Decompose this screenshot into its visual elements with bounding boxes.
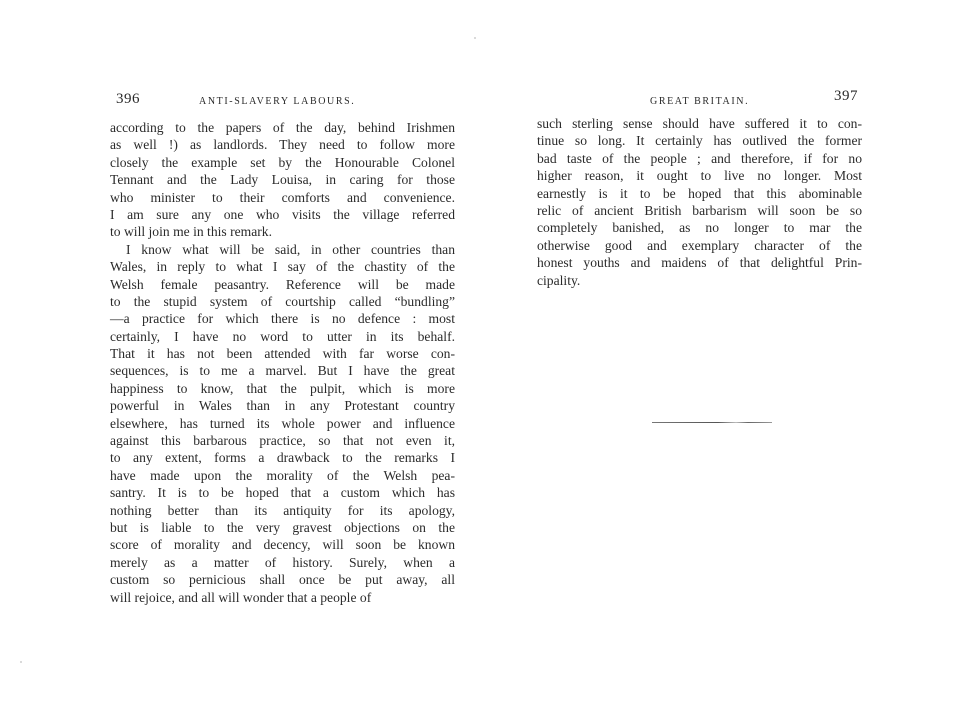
text-line: have made upon the morality of the Welsh pea- xyxy=(110,467,455,483)
left-page-text xyxy=(110,119,455,606)
text-line: —a practice for which there is no defence : most xyxy=(110,311,455,327)
text-line: I know what will be said, in other countries than xyxy=(126,241,455,257)
text-line: honest youths and maidens of that delightful Prin- xyxy=(537,255,862,271)
text-line: earnestly is it to be hoped that this abominable xyxy=(537,185,862,201)
text-line: powerful in Wales than in any Protestant country xyxy=(110,398,455,414)
text-line: to the stupid system of courtship called “bundling” xyxy=(110,293,455,309)
text-line: who minister to their comforts and convenience. xyxy=(110,189,455,205)
text-line: nothing better than its antiquity for its apology, xyxy=(110,502,455,518)
text-line: as well !) as landlords. They need to follow more xyxy=(110,137,455,153)
text-line: tinue so long. It certainly has outlived the former xyxy=(537,133,862,149)
text-line: relic of ancient British barbarism will soon be so xyxy=(537,202,862,218)
right-running-head: GREAT BRITAIN. xyxy=(650,96,750,107)
left-page-number: 396 xyxy=(116,91,140,107)
text-line: against this barbarous practice, so that not even it, xyxy=(110,433,455,449)
text-line: merely as a matter of history. Surely, when a xyxy=(110,554,455,570)
text-line: sequences, is to me a marvel. But I have the great xyxy=(110,363,455,379)
text-line: bad taste of the people ; and therefore, if for no xyxy=(537,150,862,166)
text-line: I am sure any one who visits the village referred xyxy=(110,206,455,222)
text-line: certainly, I have no word to utter in its behalf. xyxy=(110,328,455,344)
right-page-number: 397 xyxy=(834,88,858,104)
text-line: happiness to know, that the pulpit, which is more xyxy=(110,380,455,396)
left-page-header xyxy=(110,91,455,111)
text-line: closely the example set by the Honourable Colonel xyxy=(110,154,455,170)
text-line: Welsh female peasantry. Reference will be made xyxy=(110,276,455,292)
text-line: will rejoice, and all will wonder that a people of xyxy=(110,589,372,605)
text-line: according to the papers of the day, behind Irishmen xyxy=(110,120,455,135)
scan-speck xyxy=(20,661,22,663)
text-line: higher reason, it ought to live no longer. Most xyxy=(537,168,862,184)
left-running-head: ANTI-SLAVERY LABOURS. xyxy=(199,96,356,107)
text-line: custom so pernicious shall once be put away, all xyxy=(110,572,455,588)
text-line: score of morality and decency, will soon be known xyxy=(110,537,455,553)
end-rule xyxy=(652,422,772,423)
text-line: completely banished, as no longer to mar the xyxy=(537,220,862,236)
text-line: That it has not been attended with far worse con- xyxy=(110,346,455,362)
text-line: cipality. xyxy=(537,272,581,288)
text-line: otherwise good and exemplary character of the xyxy=(537,237,862,253)
text-line: Tennant and the Lady Louisa, in caring for those xyxy=(110,172,455,188)
scan-speck xyxy=(474,37,476,39)
text-line: but is liable to the very gravest objections on the xyxy=(110,519,455,535)
text-line: to will join me in this remark. xyxy=(110,224,272,240)
right-page-text xyxy=(537,115,862,289)
text-line: elsewhere, has turned its whole power and influence xyxy=(110,415,455,431)
text-line: to any extent, forms a drawback to the remarks I xyxy=(110,450,455,466)
text-line: such sterling sense should have suffered it to con- xyxy=(537,116,862,131)
right-page-header xyxy=(537,88,862,108)
text-line: santry. It is to be hoped that a custom which has xyxy=(110,485,455,501)
text-line: Wales, in reply to what I say of the chastity of the xyxy=(110,259,455,275)
